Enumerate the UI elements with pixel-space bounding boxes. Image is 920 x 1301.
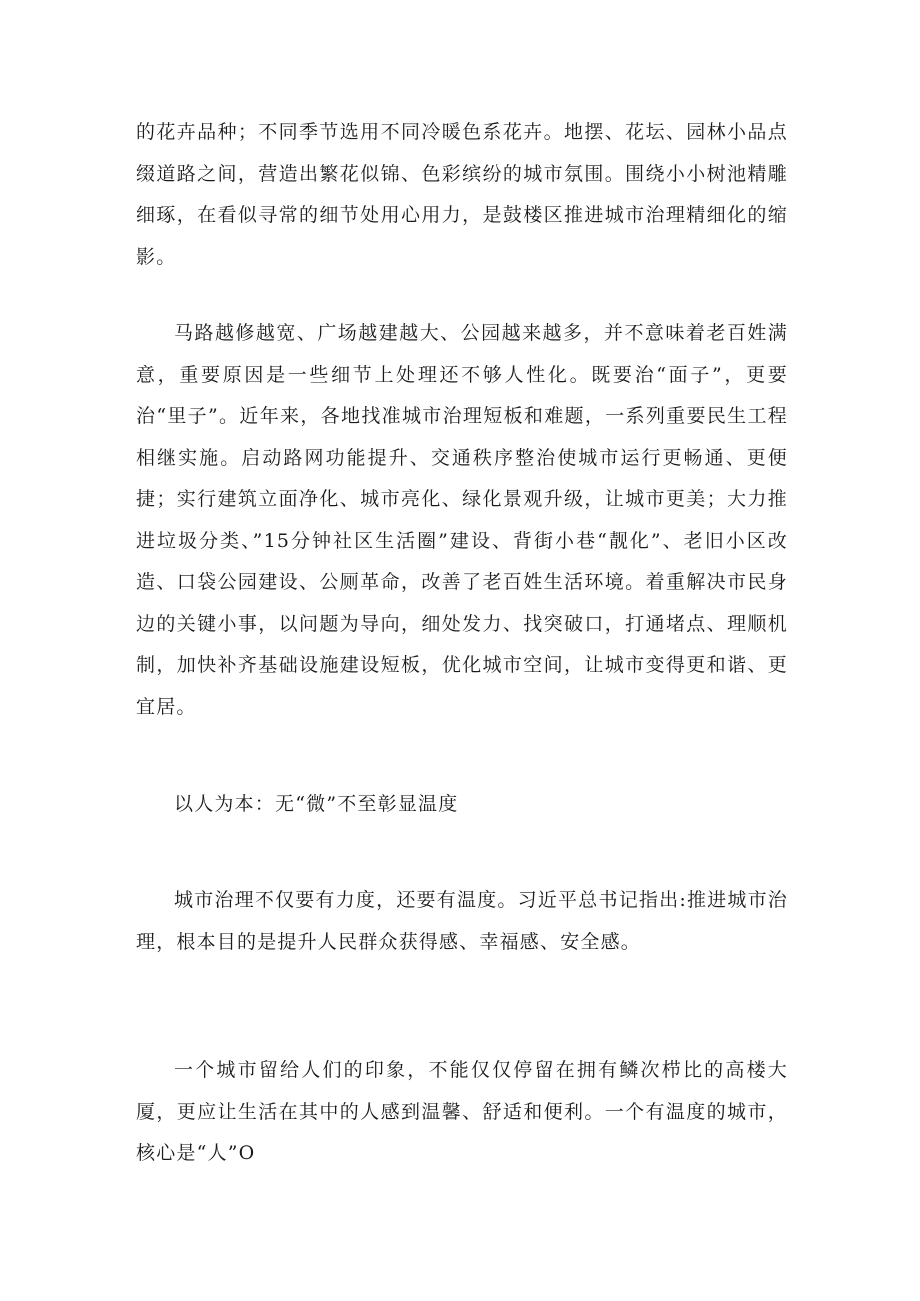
paragraph-flowers: 的花卉品种；不同季节选用不同冷暖色系花卉。地摆、花坛、园林小品点缀道路之间，营造出繁花似锦、色彩缤纷的城市氛围。围绕小小树池精雕细琢，在看似寻常的细节处用心用力，是鼓楼区推进城市治理精细化的缩影。 <box>136 121 788 268</box>
section-heading: 以人为本：无“微”不至彰显温度 <box>174 793 459 815</box>
paragraph-temperature: 城市治理不仅要有力度，还要有温度。习近平总书记指出:推进城市治理，根本目的是提升人民群众获得感、幸福感、安全感。 <box>136 889 788 953</box>
paragraph-city-impression: 一个城市留给人们的印象，不能仅仅停留在拥有鳞次栉比的高楼大厦，更应让生活在其中的人感到温馨、舒适和便利。一个有温度的城市，核心是“人”O <box>136 1059 788 1164</box>
paragraph-city-details: 马路越修越宽、广场越建越大、公园越来越多，并不意味着老百姓满意，重要原因是一些细节上处理还不够人性化。既要治“面子”，更要治“里子”。近年来，各地找准城市治理短板和难题，一系列重要民生工程相继实施。启动路网功能提升、交通秩序整治使城市运行更畅通、更便捷；实行建筑立面净化、城市亮化、绿化景观升级，让城市更美；大力推进垃圾分类、”15分钟社区生活圈”建设、背街小巷“靓化”、老旧小区改造、口袋公园建设、公厕革命，改善了老百姓生活环境。着重解决市民身边的关键小事，以问题为导向，细处发力、找突破口，打通堵点、理顺机制，加快补齐基础设施建设短板，优化城市空间，让城市变得更和谐、更宜居。 <box>136 322 788 718</box>
